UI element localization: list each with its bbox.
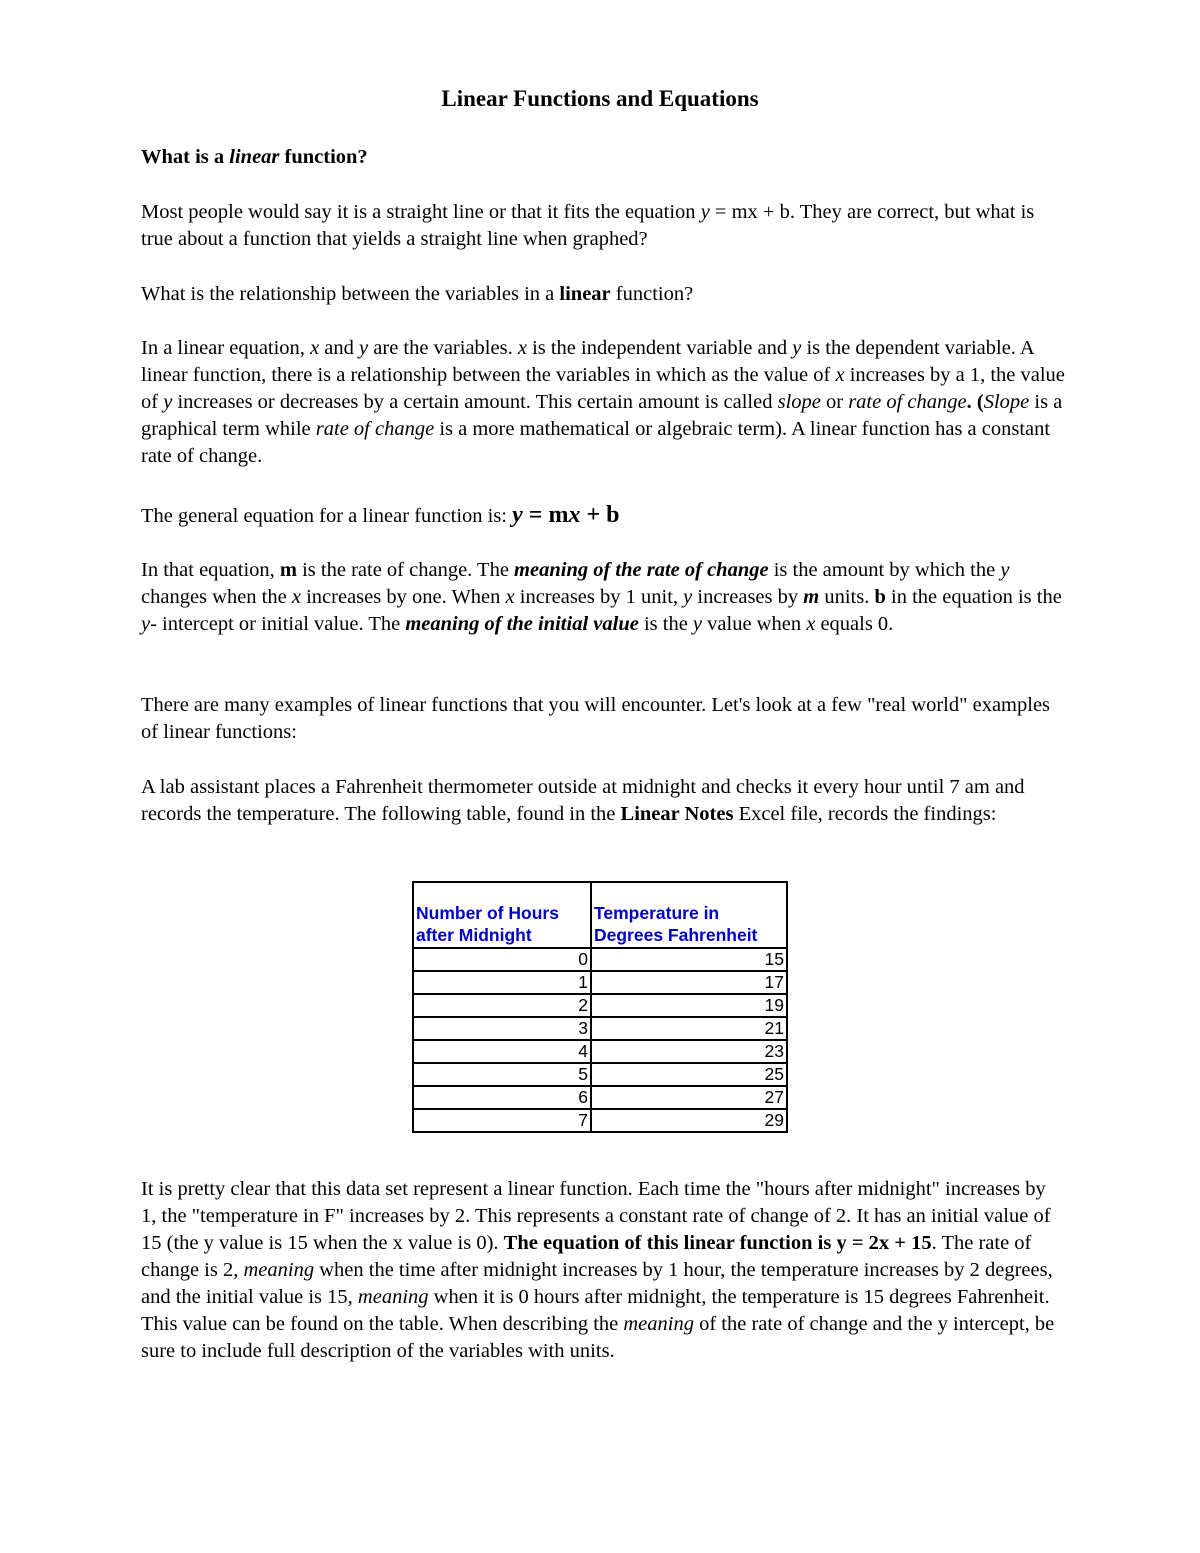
- cell-temperature: 21: [591, 1017, 787, 1040]
- paragraph-equation-meaning: In that equation, m is the rate of change. The meaning of the rate of change is the amount by which the y changes when the x increases by one. When x increases by 1 unit, y increases by m units. b in the equation is the y- intercept or initial value. The meaning of the initial value is the y value when x equals 0.: [141, 559, 1062, 635]
- cell-hours: 0: [413, 948, 591, 971]
- paragraph-variables: In a linear equation, x and y are the variables. x is the independent variable and y is the dependent variable. A linear function, there is a relationship between the variables in which as the value of x increases by a 1, the value of y increases or decreases by a certain amount. This certain amount is called slope or rate of change. (Slope is a graphical term while rate of change is a more mathematical or algebraic term). A linear function has a constant rate of change.: [141, 337, 1065, 467]
- paragraph-straight-line: Most people would say it is a straight line or that it fits the equation y = mx + b. They are correct, but what is true about a function that yields a straight line when graphed?: [141, 201, 1035, 250]
- cell-temperature: 19: [591, 994, 787, 1017]
- header-hours: Number of Hours after Midnight: [413, 882, 591, 948]
- cell-temperature: 25: [591, 1063, 787, 1086]
- header-temperature: Temperature in Degrees Fahrenheit: [591, 882, 787, 948]
- table-row: [413, 994, 787, 1017]
- table-row: [413, 1017, 787, 1040]
- table-row: [413, 1063, 787, 1086]
- cell-temperature: 27: [591, 1086, 787, 1109]
- table-row: [413, 1109, 787, 1132]
- cell-temperature: 29: [591, 1109, 787, 1132]
- question-linear-function: What is a linear function?: [141, 146, 368, 168]
- table-row: [413, 971, 787, 994]
- paragraph-examples: There are many examples of linear functions that you will encounter. Let's look at a few "real world" examples of linear functions:: [141, 694, 1051, 743]
- cell-hours: 1: [413, 971, 591, 994]
- question-relationship: What is the relationship between the variables in a linear function?: [141, 283, 694, 305]
- paragraph-lab-assistant: A lab assistant places a Fahrenheit thermometer outside at midnight and checks it every hour until 7 am and records the temperature. The following table, found in the Linear Notes Excel file, records the findings:: [141, 776, 1025, 825]
- cell-temperature: 15: [591, 948, 787, 971]
- table-row: [413, 1086, 787, 1109]
- cell-hours: 4: [413, 1040, 591, 1063]
- cell-hours: 2: [413, 994, 591, 1017]
- cell-hours: 7: [413, 1109, 591, 1132]
- page-title: Linear Functions and Equations: [441, 86, 759, 111]
- general-equation: The general equation for a linear function is: y = mx + b: [141, 502, 620, 528]
- cell-hours: 5: [413, 1063, 591, 1086]
- temperature-table: [412, 881, 788, 1133]
- table-header-row: [413, 882, 787, 948]
- table-row: [413, 948, 787, 971]
- paragraph-conclusion: It is pretty clear that this data set represent a linear function. Each time the "hours after midnight" increases by 1, the "temperature in F" increases by 2. This represents a constant rate of change of 2. It has an initial value of 15 (the y value is 15 when the x value is 0). The equation of this linear function is y = 2x + 15. The rate of change is 2, meaning when the time after midnight increases by 1 hour, the temperature increases by 2 degrees, and the initial value is 15, meaning when it is 0 hours after midnight, the temperature is 15 degrees Fahrenheit. This value can be found on the table. When describing the meaning of the rate of change and the y intercept, be sure to include full description of the variables with units.: [141, 1178, 1055, 1362]
- table-row: [413, 1040, 787, 1063]
- cell-hours: 3: [413, 1017, 591, 1040]
- cell-hours: 6: [413, 1086, 591, 1109]
- cell-temperature: 23: [591, 1040, 787, 1063]
- cell-temperature: 17: [591, 971, 787, 994]
